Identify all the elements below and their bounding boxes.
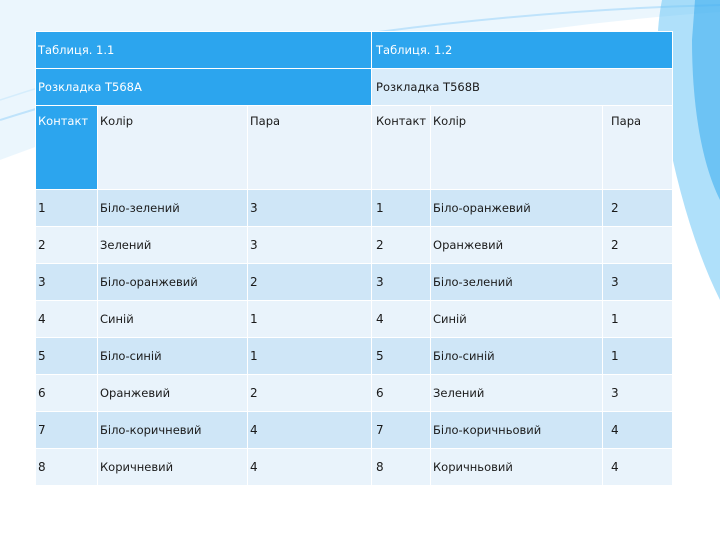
header-contact-b: Контакт (372, 106, 431, 190)
cell-color-a: Зелений (98, 227, 248, 264)
pinout-table (35, 31, 673, 486)
cell-contact-b: 4 (372, 301, 431, 338)
table-row (36, 264, 673, 301)
cell-pair-b: 4 (603, 449, 673, 486)
cell-pair-b: 1 (603, 338, 673, 375)
table-row (36, 449, 673, 486)
cell-color-b: Біло-синій (431, 338, 603, 375)
cell-contact-a: 6 (36, 375, 98, 412)
cell-pair-a: 4 (248, 449, 372, 486)
cell-color-a: Біло-зелений (98, 190, 248, 227)
header-contact-a: Контакт (36, 106, 98, 190)
cell-contact-b: 3 (372, 264, 431, 301)
layout-a-title: Розкладка T568A (36, 69, 372, 106)
caption-a: Таблиця. 1.1 (36, 32, 372, 69)
cell-color-b: Коричньовий (431, 449, 603, 486)
cell-pair-b: 2 (603, 190, 673, 227)
header-pair-a: Пара (248, 106, 372, 190)
cell-pair-a: 3 (248, 190, 372, 227)
cell-pair-a: 1 (248, 338, 372, 375)
cell-contact-a: 1 (36, 190, 98, 227)
cell-pair-a: 1 (248, 301, 372, 338)
layout-b-title: Розкладка T568B (372, 69, 673, 106)
cell-pair-a: 4 (248, 412, 372, 449)
cell-pair-b: 4 (603, 412, 673, 449)
cell-color-b: Біло-коричньовий (431, 412, 603, 449)
cell-contact-b: 7 (372, 412, 431, 449)
table-row (36, 338, 673, 375)
cell-pair-b: 2 (603, 227, 673, 264)
layout-row (36, 69, 673, 106)
cell-color-b: Синій (431, 301, 603, 338)
cell-color-b: Оранжевий (431, 227, 603, 264)
cell-color-b: Зелений (431, 375, 603, 412)
cell-color-a: Біло-коричневий (98, 412, 248, 449)
column-header-row (36, 106, 673, 190)
cell-pair-a: 2 (248, 375, 372, 412)
cell-contact-b: 6 (372, 375, 431, 412)
cell-color-b: Біло-оранжевий (431, 190, 603, 227)
cell-contact-a: 2 (36, 227, 98, 264)
cell-color-a: Біло-синій (98, 338, 248, 375)
cell-color-a: Біло-оранжевий (98, 264, 248, 301)
header-color-b: Колір (431, 106, 603, 190)
caption-b: Таблиця. 1.2 (372, 32, 673, 69)
cell-contact-a: 5 (36, 338, 98, 375)
cell-contact-b: 2 (372, 227, 431, 264)
cell-pair-a: 2 (248, 264, 372, 301)
cell-contact-b: 8 (372, 449, 431, 486)
cell-contact-a: 3 (36, 264, 98, 301)
caption-row (36, 32, 673, 69)
cell-pair-a: 3 (248, 227, 372, 264)
cell-pair-b: 1 (603, 301, 673, 338)
cell-color-a: Синій (98, 301, 248, 338)
cell-contact-b: 1 (372, 190, 431, 227)
cell-color-b: Біло-зелений (431, 264, 603, 301)
table-row (36, 227, 673, 264)
table-row (36, 301, 673, 338)
header-pair-b: Пара (603, 106, 673, 190)
cell-contact-a: 8 (36, 449, 98, 486)
cell-color-a: Оранжевий (98, 375, 248, 412)
cell-pair-b: 3 (603, 375, 673, 412)
table-row (36, 375, 673, 412)
header-color-a: Колір (98, 106, 248, 190)
cell-color-a: Коричневий (98, 449, 248, 486)
cell-contact-a: 4 (36, 301, 98, 338)
cell-pair-b: 3 (603, 264, 673, 301)
table-row (36, 190, 673, 227)
cell-contact-b: 5 (372, 338, 431, 375)
cell-contact-a: 7 (36, 412, 98, 449)
table-row (36, 412, 673, 449)
